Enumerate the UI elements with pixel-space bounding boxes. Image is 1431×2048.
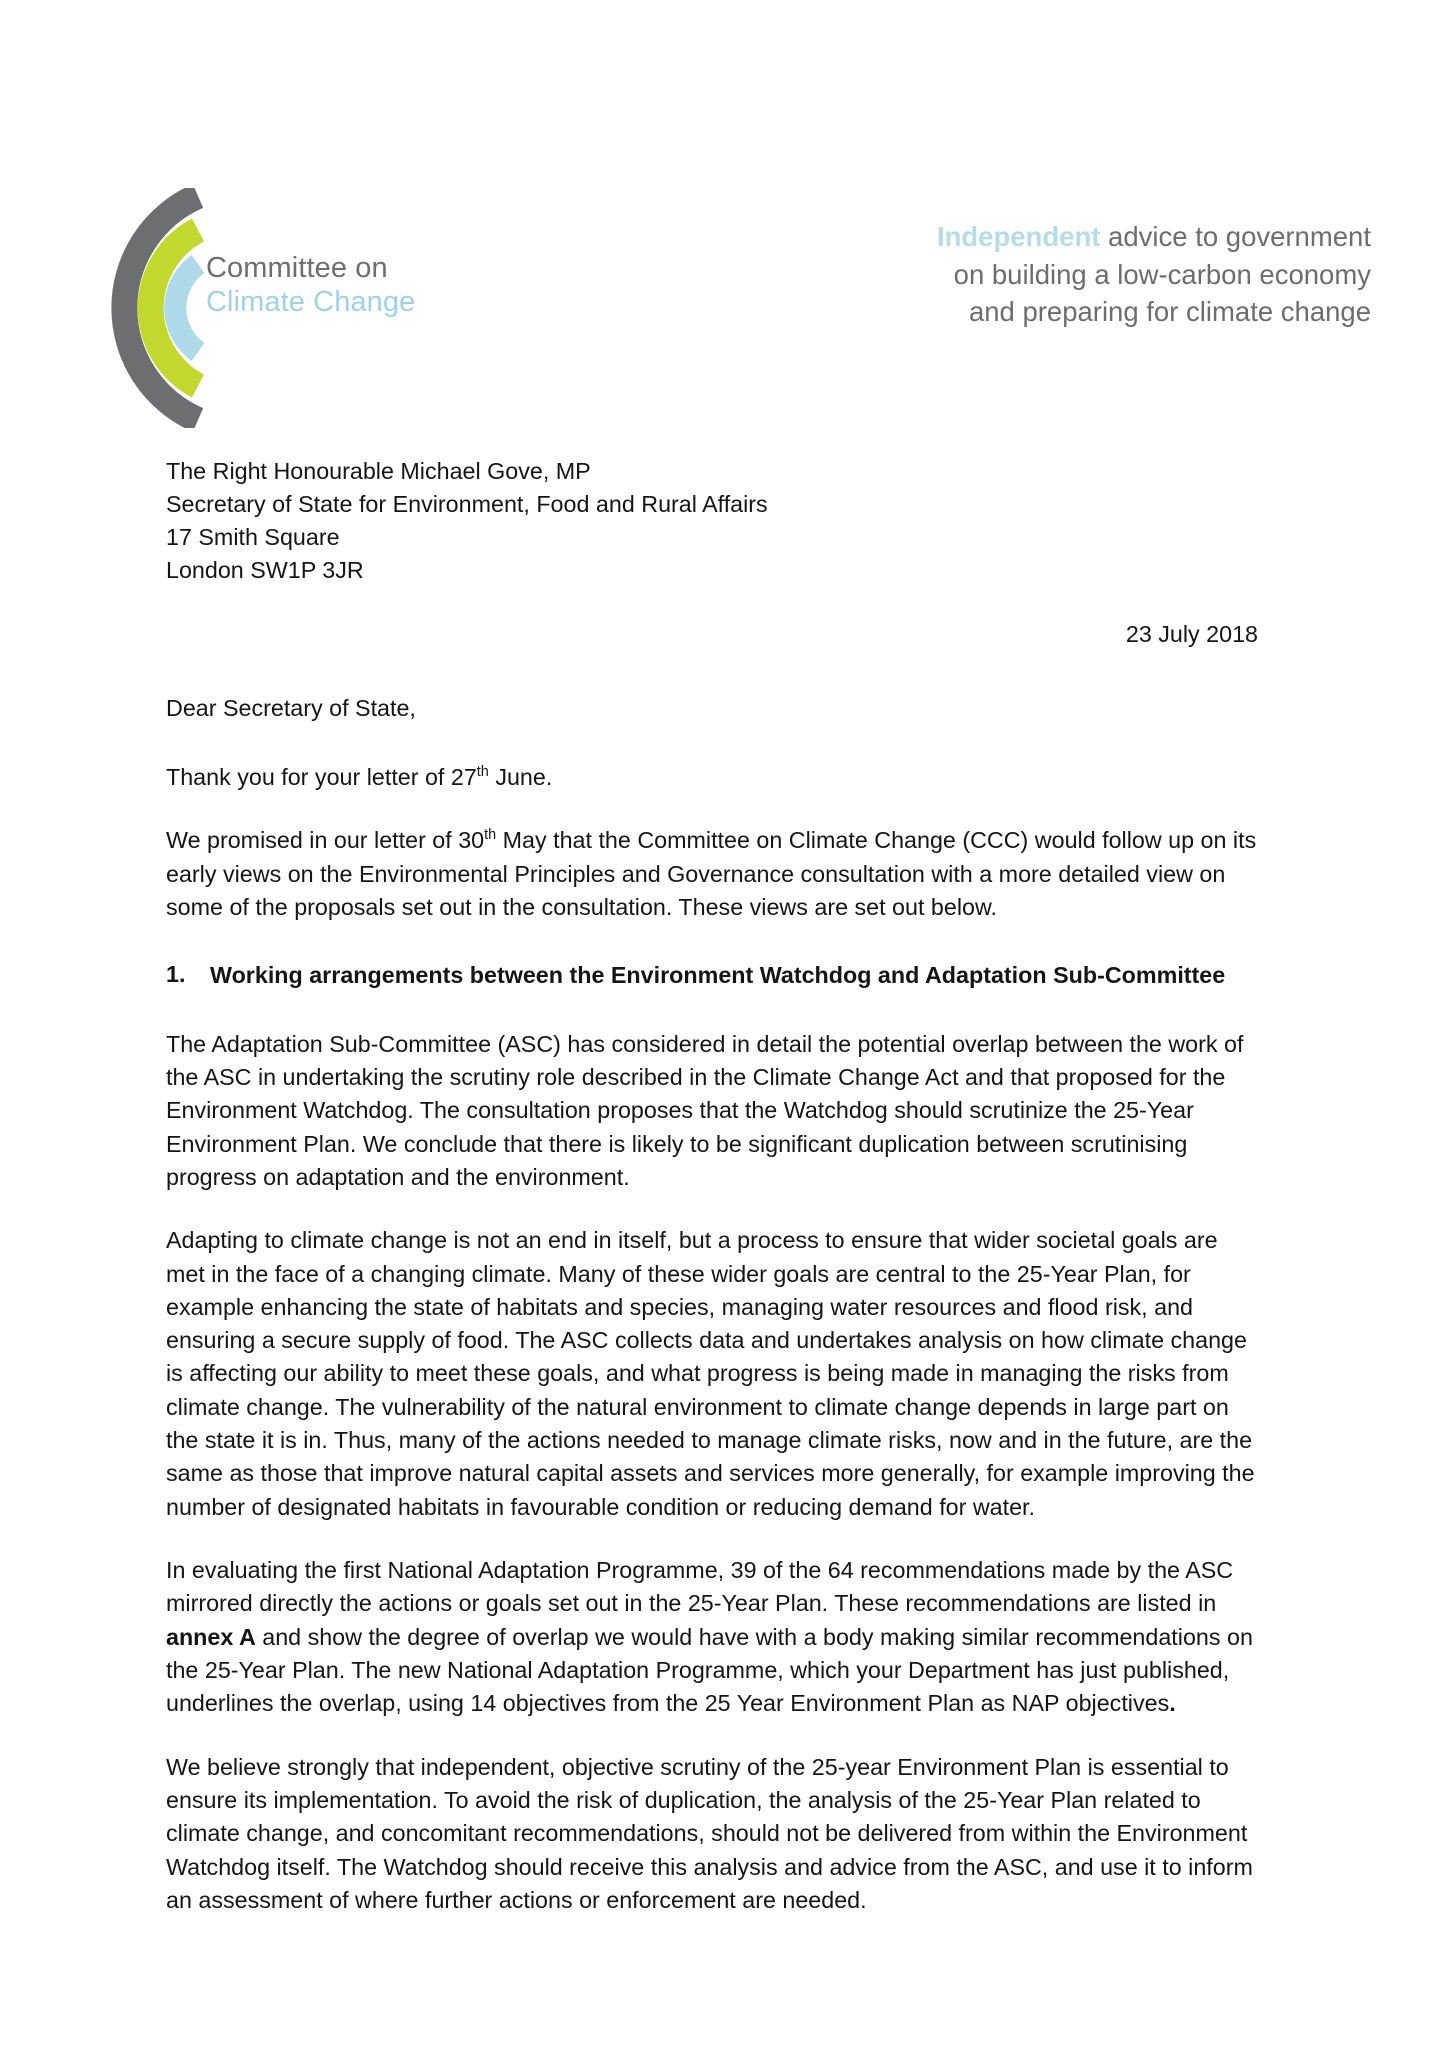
tagline-line-2: on building a low-carbon economy [953, 258, 1371, 290]
section-1-heading [166, 958, 1258, 993]
letter-salutation: Dear Secretary of State, [166, 694, 416, 721]
letterhead [0, 0, 1431, 430]
recipient-line-city: London SW1P 3JR [166, 556, 364, 583]
promised-text-pre: We promised in our letter of 30 [166, 827, 485, 854]
recipient-line-street: 17 Smith Square [166, 523, 340, 550]
recipient-line-name: The Right Honourable Michael Gove, MP [166, 458, 591, 484]
paragraph-evaluating-nap [166, 1554, 1258, 1721]
letterhead-tagline [937, 218, 1371, 331]
tagline-highlight: Independent [936, 221, 1101, 252]
section-1-title: Working arrangements between the Environment Watchdog and Adaptation Sub-Committee [210, 962, 1226, 989]
tagline-line-1 [937, 218, 1371, 256]
thanks-ordinal-suffix: th [476, 764, 489, 781]
recipient-line-title: Secretary of State for Environment, Food and Rural Affairs [166, 490, 768, 517]
promised-ordinal-suffix: th [484, 827, 497, 844]
letter-date: 23 July 2018 [1125, 621, 1258, 648]
evaluating-period: . [1169, 1690, 1176, 1717]
recipient-address-block [166, 455, 1258, 586]
tagline-line-1-rest: advice to government [1100, 221, 1371, 252]
logo-line-climate-change: Climate Change [206, 285, 416, 318]
thanks-text-pre: Thank you for your letter of 27 [166, 764, 477, 790]
logo-line-committee-on: Committee on [206, 252, 388, 284]
annex-a-reference: annex A [166, 1623, 256, 1650]
tagline-line-3: and preparing for climate change [968, 296, 1371, 328]
paragraph-promised [166, 824, 1258, 924]
section-1-number: 1. [166, 961, 186, 988]
paragraph-believe-scrutiny: We believe strongly that independent, objective scrutiny of the 25-year Environment Plan is essential to ensure its implementation. To avoid the risk of duplication, the analysis of the 25-Year Plan related to climate change, and concomitant recommendations, should not be delivered from within the Environment Watchdog itself. The Watchdog should receive this analysis and advice from the ASC, and use it to inform an assessment of where further actions or enforcement are needed. [166, 1753, 1253, 1913]
letter-body [166, 455, 1258, 1917]
ccc-logo-text [206, 252, 415, 319]
evaluating-text-mid: and show the degree of overlap we would have with a body making similar recommendations on the 25-Year Plan. The new National Adaptation Programme, which your Department has just published, underlines the overlap, using 14 objectives from the 25 Year Environment Plan as NAP objectives [166, 1623, 1253, 1717]
paragraph-asc-overlap: The Adaptation Sub-Committee (ASC) has considered in detail the potential overlap between the work of the ASC in undertaking the scrutiny role described in the Climate Change Act and that proposed for the Environment Watchdog. The consultation proposes that the Watchdog should scrutinize the 25-Year Environment Plan. We conclude that there is likely to be significant duplication between scrutinising progress on adaptation and the environment. [166, 1030, 1244, 1190]
ccc-logo [58, 188, 478, 428]
promised-text-post: May that the Committee on Climate Change (CCC) would follow up on its early views on the Environmental Principles and Governance consultation with a more detailed view on some of the proposals set out in the consultation. These views are set out below. [166, 827, 1257, 920]
thanks-text-post: June. [488, 764, 553, 790]
evaluating-text-pre: In evaluating the first National Adaptation Programme, 39 of the 64 recommendations made by the ASC mirrored directly the actions or goals set out in the 25-Year Plan. These recommendations are listed in [166, 1557, 1234, 1617]
paragraph-thank-you [166, 761, 1258, 794]
paragraph-adapting-climate: Adapting to climate change is not an end in itself, but a process to ensure that wider societal goals are met in the face of a changing climate. Many of these wider goals are central to the 25-Year Plan, for example enhancing the state of habitats and species, managing water resources and flood risk, and ensuring a secure supply of food. The ASC collects data and undertakes analysis on how climate change is affecting our ability to meet these goals, and what progress is being made in managing the risks from climate change. The vulnerability of the natural environment to climate change depends in large part on the state it is in. Thus, many of the actions needed to manage climate risks, now and in the future, are the same as those that improve natural capital assets and services more generally, for example improving the number of designated habitats in favourable condition or reducing demand for water. [166, 1227, 1255, 1520]
